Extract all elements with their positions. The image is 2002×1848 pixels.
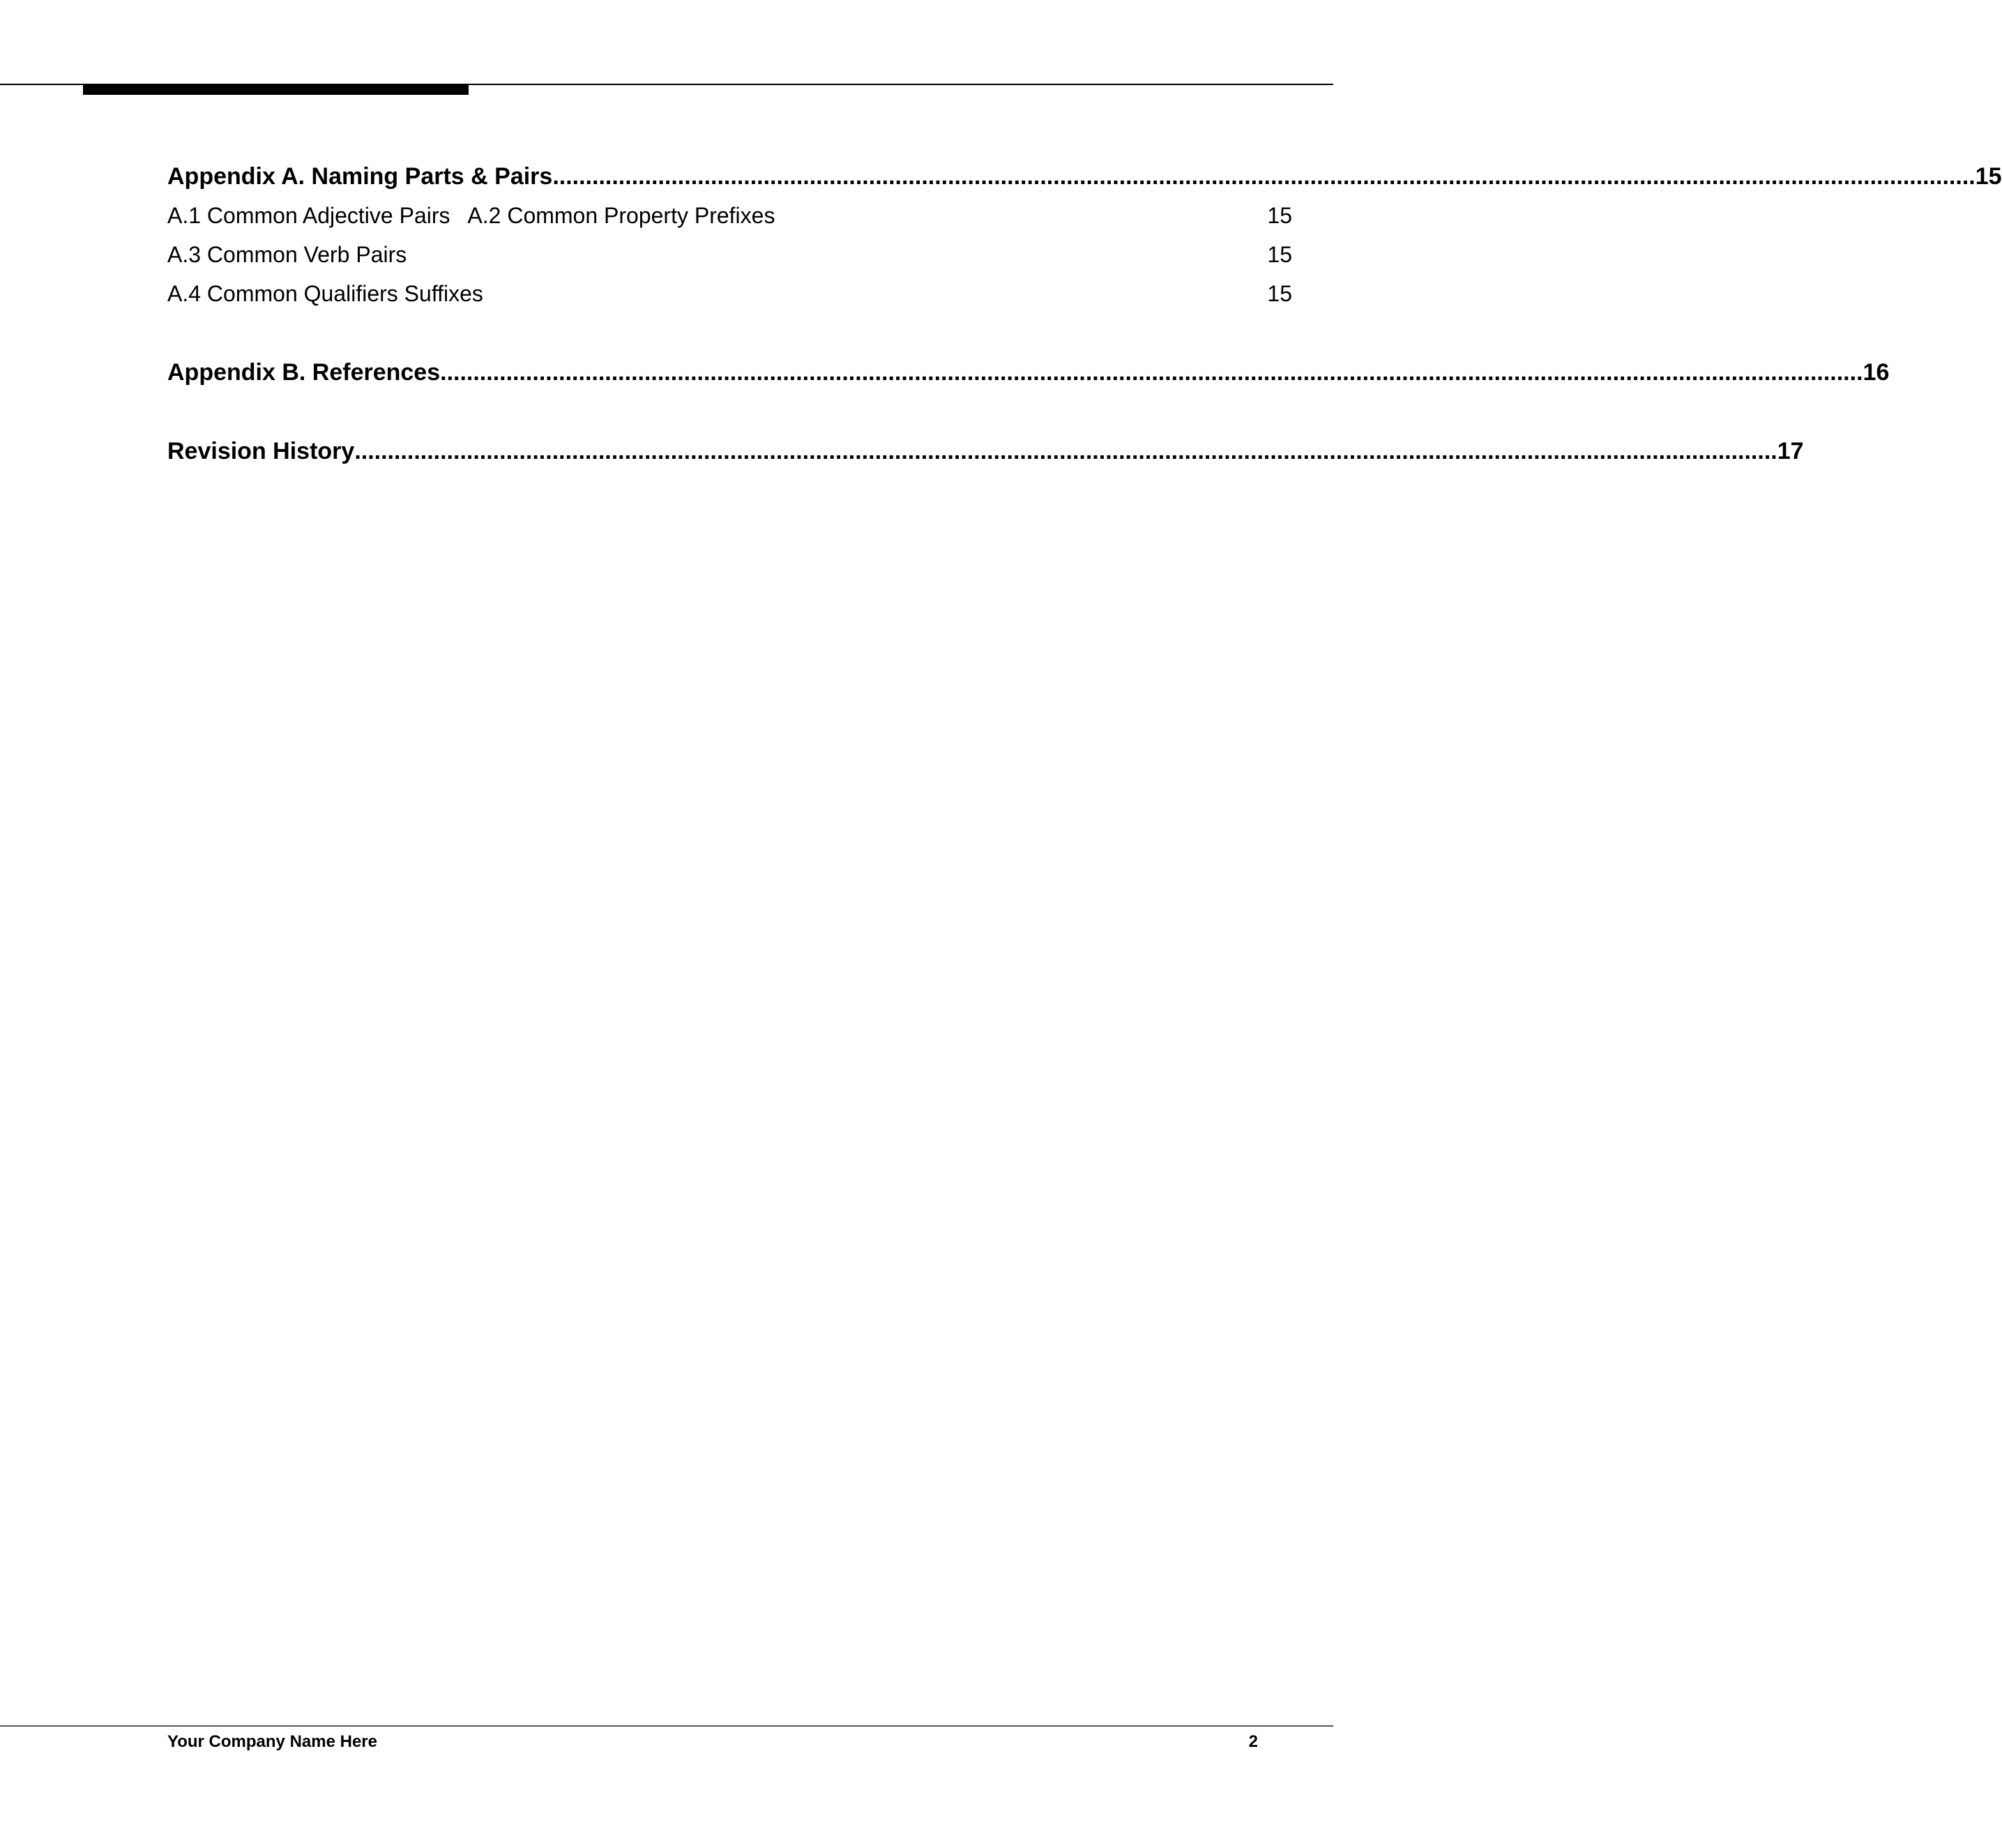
toc-leader-dots: ........................................................................................................................................................................................................................ xyxy=(354,438,1777,464)
toc-entry-a1-a2[interactable] xyxy=(167,196,1292,235)
toc-entry-page: 15 xyxy=(1267,203,1292,228)
header-bar xyxy=(83,84,469,95)
table-of-contents xyxy=(167,157,2002,471)
toc-leader-dots: ........................................................................................................................................................................................................................ xyxy=(440,359,1863,386)
toc-leader-dots: ........................................................................................................................................................................................................................ xyxy=(552,163,1976,190)
toc-entry-page: 15 xyxy=(1267,242,1292,267)
toc-entry-label: A.3 Common Verb Pairs xyxy=(167,242,407,267)
toc-entry-a4[interactable] xyxy=(167,274,1292,313)
toc-entry-label: Revision History xyxy=(167,438,355,464)
toc-entry-page: 15 xyxy=(1267,281,1292,306)
footer-rule xyxy=(0,1725,1333,1727)
toc-entry-page: 17 xyxy=(1777,438,1804,464)
toc-entry-label: Appendix B. References xyxy=(167,359,441,386)
toc-entry-label: Appendix A. Naming Parts & Pairs xyxy=(167,163,553,190)
toc-entry-a3[interactable] xyxy=(167,235,1292,274)
footer-page-number: 2 xyxy=(1248,1732,1258,1751)
toc-entry-label: A.1 Common Adjective Pairs A.2 Common Property Prefixes xyxy=(167,203,775,228)
toc-entry-label: A.4 Common Qualifiers Suffixes xyxy=(167,281,483,306)
toc-entry-appendix-a[interactable] xyxy=(167,157,2002,196)
toc-entry-appendix-b[interactable] xyxy=(167,353,1890,392)
toc-entry-page: 15 xyxy=(1975,163,2002,190)
footer-company-name: Your Company Name Here xyxy=(167,1732,377,1751)
toc-entry-page: 16 xyxy=(1863,359,1890,386)
toc-entry-revision-history[interactable] xyxy=(167,432,1804,471)
